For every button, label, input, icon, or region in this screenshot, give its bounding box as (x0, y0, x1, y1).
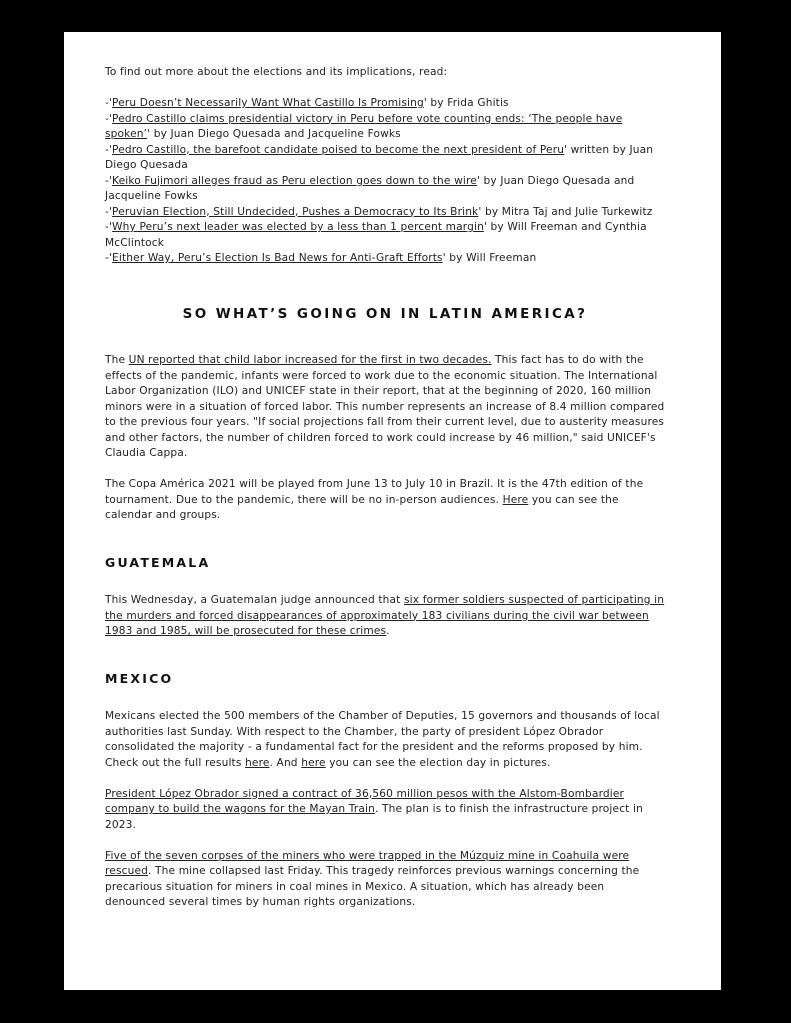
reading-item: -'Pedro Castillo, the barefoot candidate poised to become the next president of Peru' written by Juan Diego Quesada (105, 143, 654, 171)
mexico-election-paragraph: Mexicans elected the 500 members of the Chamber of Deputies, 15 governors and thousands of local authorities last Sunday. With respect to the Chamber, the party of president López Obrador consolidated the majority - a fundamental fact for the president and the reforms proposed by him. Check out the full results here. And here you can see the election day in pictures. (105, 710, 660, 769)
reading-link[interactable]: Keiko Fujimori alleges fraud as Peru election goes down to the wire (112, 174, 477, 187)
reading-link[interactable]: Pedro Castillo claims presidential victory in Peru before vote counting ends: ‘The people have spoken’ (105, 112, 623, 140)
document-page (64, 32, 721, 990)
reading-link[interactable]: Why Peru’s next leader was elected by a less than 1 percent margin (112, 221, 484, 233)
latam-copa-paragraph: The Copa América 2021 will be played from June 13 to July 10 in Brazil. It is the 47th edition of the tournament. Due to the pandemic, there will be no in-person audiences. Here you can see the calendar and groups. (105, 478, 644, 521)
intro-text: To find out more about the elections and its implications, read: (105, 66, 448, 78)
reading-link[interactable]: Peruvian Election, Still Undecided, Pushes a Democracy to Its Brink (112, 205, 479, 218)
results-here-link[interactable]: here (245, 756, 270, 769)
reading-item: -'Keiko Fujimori alleges fraud as Peru election goes down to the wire' by Juan Diego Quesada and Jacqueline Fowks (105, 174, 635, 202)
reading-item: -'Either Way, Peru’s Election Is Bad News for Anti-Graft Efforts' by Will Freeman (105, 252, 537, 264)
reading-item: -'Why Peru’s next leader was elected by a less than 1 percent margin' by Will Freeman and Cynthia McClintock (105, 221, 647, 249)
miners-rescued-link[interactable]: Five of the seven corpses of the miners who were trapped in the Múzquiz mine in Coahuila were rescued (105, 849, 630, 877)
reading-link[interactable]: Peru Doesn’t Necessarily Want What Castillo Is Promising (112, 97, 424, 109)
reading-item: -'Peruvian Election, Still Undecided, Pushes a Democracy to Its Brink' by Mitra Taj and Julie Turkewitz (105, 205, 653, 218)
page-content (105, 65, 665, 911)
reading-item: -'Pedro Castillo claims presidential victory in Peru before vote counting ends: ‘The people have spoken’' by Juan Diego Quesada and Jacqueline Fowks (105, 112, 623, 140)
mayan-train-link[interactable]: President López Obrador signed a contract of 36,560 million pesos with the Alstom-Bombardier company to build the wagons for the Mayan Train (105, 787, 625, 815)
pictures-here-link[interactable]: here (301, 756, 326, 769)
mexico-heading: MEXICO (105, 670, 174, 686)
latam-heading: SO WHAT’S GOING ON IN LATIN AMERICA? (182, 305, 588, 322)
copa-here-link[interactable]: Here (502, 493, 529, 506)
reading-list (105, 96, 665, 267)
mexico-train-paragraph: President López Obrador signed a contract of 36,560 million pesos with the Alstom-Bombardier company to build the wagons for the Mayan Train. The plan is to finish the infrastructure project in 2023. (105, 787, 643, 831)
guatemala-paragraph: This Wednesday, a Guatemalan judge announced that six former soldiers suspected of participating in the murders and forced disappearances of approximately 183 civilians during the civil war between 1983 and 1985, will be prosecuted for these crimes. (105, 594, 665, 637)
reading-item: -'Peru Doesn’t Necessarily Want What Castillo Is Promising' by Frida Ghitis (105, 97, 509, 109)
guatemala-soldiers-link[interactable]: six former soldiers suspected of participating in the murders and forced disappearances of approximately 183 civilians during the civil war between 1983 and 1985, will be prosecuted for these crimes (105, 594, 665, 637)
un-report-link[interactable]: UN reported that child labor increased for the first in two decades. (128, 354, 492, 366)
mexico-mine-paragraph: Five of the seven corpses of the miners who were trapped in the Múzquiz mine in Coahuila were rescued. The mine collapsed last Friday. This tragedy reinforces previous warnings concerning the precarious situation for miners in coal mines in Mexico. A situation, which has already been denounced several times by human rights organizations. (105, 849, 640, 908)
latam-child-labor-paragraph: The UN reported that child labor increased for the first in two decades. This fact has to do with the effects of the pandemic, infants were forced to work due to the economic situation. The International Labor Organization (ILO) and UNICEF state in their report, that at the beginning of 2020, 160 million minors were in a situation of forced labor. This number represents an increase of 8.4 million compared to the previous four years. "If social projections fall from their current level, due to austerity measures and other factors, the number of children forced to work could increase by 46 million," said UNICEF's Claudia Cappa. (105, 354, 665, 459)
reading-link[interactable]: Either Way, Peru’s Election Is Bad News for Anti-Graft Efforts (112, 252, 443, 264)
reading-link[interactable]: Pedro Castillo, the barefoot candidate poised to become the next president of Peru (112, 143, 565, 156)
guatemala-heading: GUATEMALA (105, 554, 211, 570)
